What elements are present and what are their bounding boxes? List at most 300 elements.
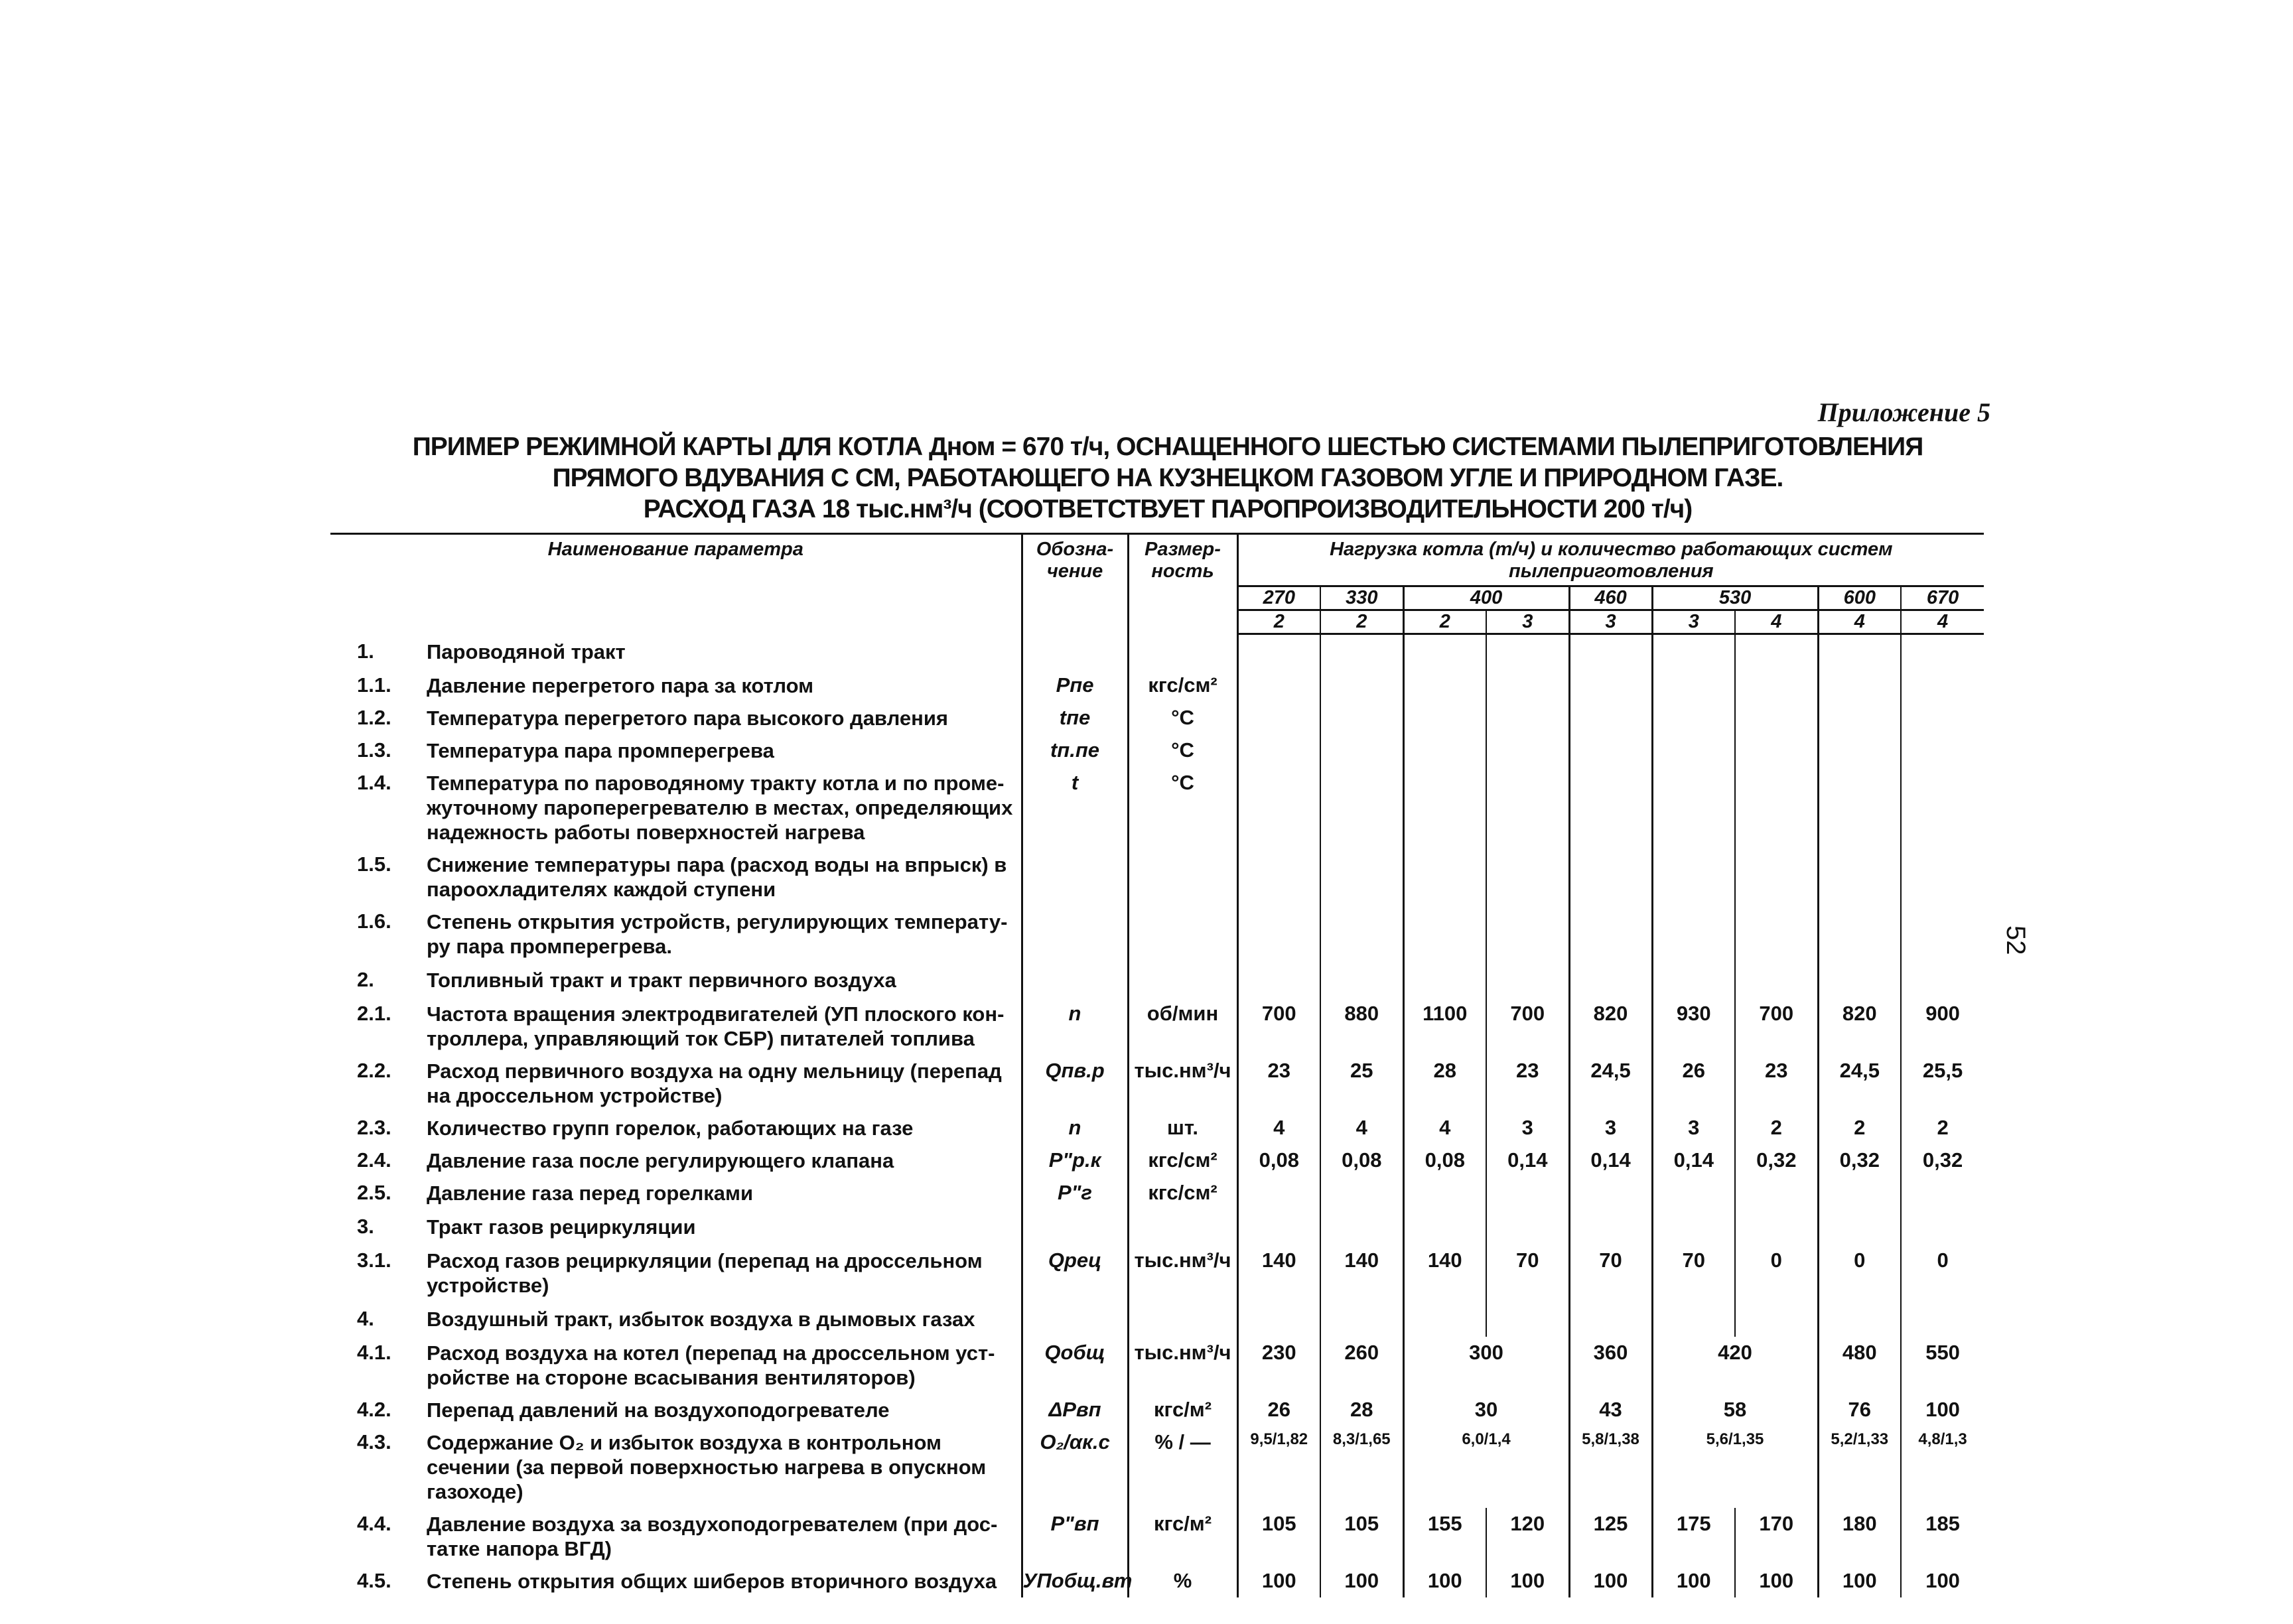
page-number: 52: [2001, 925, 2030, 955]
value-cell: [1652, 1302, 1735, 1337]
header-load: 600: [1818, 586, 1901, 610]
table-row: [330, 1426, 1984, 1508]
header-load: 460: [1569, 586, 1652, 610]
designation: n: [1022, 998, 1128, 1055]
value-cell: [1901, 963, 1984, 998]
section-row: [330, 1302, 1984, 1337]
value-cell: 0: [1818, 1245, 1901, 1302]
value-cell: [1735, 1177, 1818, 1209]
value-cell: 100: [1320, 1565, 1403, 1597]
value-cell: [1735, 702, 1818, 734]
value-cell: [1901, 767, 1984, 848]
value-cell: 0,14: [1486, 1144, 1569, 1177]
section-title: Тракт газов рециркуляции: [427, 1215, 696, 1239]
row-number: 1.1.: [357, 673, 391, 697]
value-cell: 6,0/1,4: [1403, 1426, 1569, 1508]
value-cell: [1901, 734, 1984, 767]
designation: P"г: [1022, 1177, 1128, 1209]
value-cell: 140: [1237, 1245, 1320, 1302]
value-cell: [1652, 1209, 1735, 1245]
designation: tпе: [1022, 702, 1128, 734]
value-cell: [1403, 848, 1486, 906]
designation: tп.пе: [1022, 734, 1128, 767]
value-cell: 0: [1901, 1245, 1984, 1302]
value-cell: [1569, 734, 1652, 767]
value-cell: [1403, 669, 1486, 702]
value-cell: 4,8/1,3: [1901, 1426, 1984, 1508]
value-cell: [1237, 848, 1320, 906]
parameter-name: Степень открытия устройств, регулирующих температу-ру пара промперегрева.: [427, 910, 1008, 958]
row-number: 2.5.: [357, 1180, 391, 1204]
designation: Pпе: [1022, 669, 1128, 702]
header-load: 670: [1901, 586, 1984, 610]
value-cell: [1569, 634, 1652, 669]
designation: Qобщ: [1022, 1337, 1128, 1394]
value-cell: [1569, 1209, 1652, 1245]
header-systems: 3: [1652, 610, 1735, 634]
value-cell: [1486, 702, 1569, 734]
parameter-name: Температура по пароводяному тракту котла и по проме-жуточному пароперегревателю в местах, определяющих надежность работы поверхностей нагрева: [427, 771, 1013, 844]
value-cell: [1320, 634, 1403, 669]
header-dimension: Размер- ность: [1128, 534, 1237, 634]
table-row: [330, 669, 1984, 702]
appendix-label: Приложение 5: [1817, 397, 1990, 427]
value-cell: 100: [1486, 1565, 1569, 1597]
value-cell: 260: [1320, 1337, 1403, 1394]
value-cell: 820: [1569, 998, 1652, 1055]
dimension: % / —: [1128, 1426, 1237, 1508]
value-cell: 9,5/1,82: [1237, 1426, 1320, 1508]
value-cell: 0,08: [1237, 1144, 1320, 1177]
value-cell: 105: [1237, 1508, 1320, 1565]
header-systems: 2: [1403, 610, 1486, 634]
value-cell: [1320, 767, 1403, 848]
value-cell: [1569, 702, 1652, 734]
value-cell: 175: [1652, 1508, 1735, 1565]
parameter-name: Частота вращения электродвигателей (УП плоского кон-троллера, управляющий ток СБР) питателей топлива: [427, 1002, 1005, 1050]
title-line: ПРИМЕР РЕЖИМНОЙ КАРТЫ ДЛЯ КОТЛА Дном = 670 т/ч, ОСНАЩЕННОГО ШЕСТЬЮ СИСТЕМАМИ ПЫЛЕПРИГОТОВЛЕНИЯ: [412, 433, 1923, 461]
value-cell: 5,8/1,38: [1569, 1426, 1652, 1508]
value-cell: 43: [1569, 1394, 1652, 1426]
header-systems: 2: [1237, 610, 1320, 634]
value-cell: 2: [1735, 1112, 1818, 1144]
value-cell: [1403, 734, 1486, 767]
value-cell: [1486, 669, 1569, 702]
section-title: Топливный тракт и тракт первичного воздуха: [427, 968, 896, 992]
row-number: 4.: [357, 1306, 374, 1330]
designation: [1022, 963, 1128, 998]
dimension: [1128, 1209, 1237, 1245]
row-number: 1.5.: [357, 852, 391, 876]
value-cell: [1735, 634, 1818, 669]
designation: [1022, 634, 1128, 669]
table-row: [330, 1112, 1984, 1144]
designation: O₂/αк.с: [1022, 1426, 1128, 1508]
section-row: [330, 963, 1984, 998]
parameter-name: Перепад давлений на воздухоподогревателе: [427, 1398, 890, 1422]
value-cell: [1735, 848, 1818, 906]
section-row: [330, 634, 1984, 669]
value-cell: 230: [1237, 1337, 1320, 1394]
value-cell: [1237, 906, 1320, 963]
row-number: 4.4.: [357, 1511, 391, 1535]
value-cell: [1652, 963, 1735, 998]
parameter-name: Давление воздуха за воздухоподогревателем (при дос-татке напора ВГД): [427, 1512, 998, 1560]
parameter-name: Расход газов рециркуляции (перепад на дроссельном устройстве): [427, 1249, 983, 1297]
value-cell: [1818, 1177, 1901, 1209]
value-cell: 100: [1901, 1565, 1984, 1597]
value-cell: [1486, 848, 1569, 906]
table-row: [330, 1144, 1984, 1177]
value-cell: [1569, 669, 1652, 702]
value-cell: [1237, 767, 1320, 848]
value-cell: [1237, 1209, 1320, 1245]
value-cell: 820: [1818, 998, 1901, 1055]
parameter-name: Давление перегретого пара за котлом: [427, 673, 814, 697]
value-cell: [1237, 963, 1320, 998]
value-cell: [1403, 1302, 1486, 1337]
dimension: [1128, 963, 1237, 998]
value-cell: 880: [1320, 998, 1403, 1055]
designation: [1022, 848, 1128, 906]
row-number: 1.2.: [357, 705, 391, 729]
table-body: [330, 634, 1984, 1597]
header-systems: 4: [1735, 610, 1818, 634]
value-cell: 100: [1569, 1565, 1652, 1597]
value-cell: [1818, 767, 1901, 848]
value-cell: 140: [1403, 1245, 1486, 1302]
parameter-name: Количество групп горелок, работающих на газе: [427, 1116, 914, 1140]
header-load: 530: [1652, 586, 1818, 610]
dimension: тыс.нм³/ч: [1128, 1245, 1237, 1302]
dimension: [1128, 1302, 1237, 1337]
header-systems: 3: [1569, 610, 1652, 634]
value-cell: 1100: [1403, 998, 1486, 1055]
dimension: шт.: [1128, 1112, 1237, 1144]
dimension: %: [1128, 1565, 1237, 1597]
dimension: тыс.нм³/ч: [1128, 1055, 1237, 1112]
value-cell: [1486, 1177, 1569, 1209]
row-number: 4.5.: [357, 1568, 391, 1592]
designation: [1022, 1209, 1128, 1245]
header-designation: Обозна- чение: [1022, 534, 1128, 634]
value-cell: 0,08: [1320, 1144, 1403, 1177]
value-cell: 700: [1486, 998, 1569, 1055]
value-cell: [1818, 963, 1901, 998]
value-cell: 23: [1486, 1055, 1569, 1112]
value-cell: 550: [1901, 1337, 1984, 1394]
dimension: [1128, 634, 1237, 669]
value-cell: [1818, 1302, 1901, 1337]
value-cell: [1735, 734, 1818, 767]
value-cell: [1237, 702, 1320, 734]
value-cell: [1320, 963, 1403, 998]
value-cell: [1320, 1209, 1403, 1245]
value-cell: [1320, 734, 1403, 767]
table-row: [330, 702, 1984, 734]
value-cell: [1320, 1302, 1403, 1337]
value-cell: 4: [1403, 1112, 1486, 1144]
table-row: [330, 1565, 1984, 1597]
value-cell: [1403, 963, 1486, 998]
value-cell: [1652, 906, 1735, 963]
value-cell: [1901, 1302, 1984, 1337]
designation: Qпв.р: [1022, 1055, 1128, 1112]
value-cell: 25: [1320, 1055, 1403, 1112]
value-cell: 5,6/1,35: [1652, 1426, 1818, 1508]
value-cell: 3: [1569, 1112, 1652, 1144]
value-cell: [1652, 1177, 1735, 1209]
table-row: [330, 767, 1984, 848]
value-cell: 2: [1901, 1112, 1984, 1144]
value-cell: [1320, 1177, 1403, 1209]
section-title: Воздушный тракт, избыток воздуха в дымовых газах: [427, 1307, 975, 1331]
value-cell: 100: [1901, 1394, 1984, 1426]
designation: [1022, 1302, 1128, 1337]
value-cell: [1403, 634, 1486, 669]
value-cell: 0,32: [1818, 1144, 1901, 1177]
row-number: 1.: [357, 639, 374, 663]
row-number: 1.6.: [357, 909, 391, 933]
value-cell: [1818, 734, 1901, 767]
value-cell: 28: [1403, 1055, 1486, 1112]
row-number: 2.3.: [357, 1115, 391, 1139]
value-cell: 76: [1818, 1394, 1901, 1426]
value-cell: [1818, 669, 1901, 702]
dimension: кгс/м²: [1128, 1394, 1237, 1426]
designation: t: [1022, 767, 1128, 848]
value-cell: [1237, 734, 1320, 767]
value-cell: [1901, 1209, 1984, 1245]
header-systems: 2: [1320, 610, 1403, 634]
value-cell: [1818, 1209, 1901, 1245]
value-cell: 180: [1818, 1508, 1901, 1565]
table-row: [330, 998, 1984, 1055]
table-row: [330, 1245, 1984, 1302]
value-cell: [1237, 634, 1320, 669]
value-cell: 0,14: [1569, 1144, 1652, 1177]
dimension: [1128, 848, 1237, 906]
designation: ΔPвп: [1022, 1394, 1128, 1426]
designation: Qрец: [1022, 1245, 1128, 1302]
dimension: об/мин: [1128, 998, 1237, 1055]
value-cell: [1403, 1177, 1486, 1209]
value-cell: [1735, 906, 1818, 963]
value-cell: 420: [1652, 1337, 1818, 1394]
value-cell: 26: [1652, 1055, 1735, 1112]
regime-map-table: [330, 533, 1984, 1597]
value-cell: [1735, 669, 1818, 702]
row-number: 2.1.: [357, 1001, 391, 1025]
row-number: 3.1.: [357, 1248, 391, 1272]
value-cell: 0,14: [1652, 1144, 1735, 1177]
value-cell: 100: [1818, 1565, 1901, 1597]
value-cell: [1486, 734, 1569, 767]
value-cell: [1901, 1177, 1984, 1209]
value-cell: 185: [1901, 1508, 1984, 1565]
value-cell: 105: [1320, 1508, 1403, 1565]
value-cell: 700: [1237, 998, 1320, 1055]
value-cell: 30: [1403, 1394, 1569, 1426]
value-cell: [1403, 702, 1486, 734]
value-cell: [1735, 1302, 1818, 1337]
value-cell: [1652, 702, 1735, 734]
parameter-name: Температура перегретого пара высокого давления: [427, 706, 948, 730]
header-load: 400: [1403, 586, 1569, 610]
value-cell: [1652, 669, 1735, 702]
value-cell: [1569, 848, 1652, 906]
value-cell: 25,5: [1901, 1055, 1984, 1112]
value-cell: [1818, 634, 1901, 669]
document-title: [332, 431, 2004, 525]
title-line: РАСХОД ГАЗА 18 тыс.нм³/ч (СООТВЕТСТВУЕТ ПАРОПРОИЗВОДИТЕЛЬНОСТИ 200 т/ч): [643, 495, 1693, 523]
value-cell: 155: [1403, 1508, 1486, 1565]
value-cell: 0,32: [1735, 1144, 1818, 1177]
value-cell: [1735, 963, 1818, 998]
value-cell: 100: [1403, 1565, 1486, 1597]
table-row: [330, 906, 1984, 963]
dimension: кгс/см²: [1128, 1177, 1237, 1209]
dimension: °C: [1128, 767, 1237, 848]
parameter-name: Снижение температуры пара (расход воды на впрыск) в пароохладителях каждой ступени: [427, 852, 1007, 901]
value-cell: [1486, 634, 1569, 669]
value-cell: 5,2/1,33: [1818, 1426, 1901, 1508]
row-number: 4.1.: [357, 1340, 391, 1364]
value-cell: [1652, 634, 1735, 669]
value-cell: [1569, 963, 1652, 998]
dimension: [1128, 906, 1237, 963]
value-cell: 930: [1652, 998, 1735, 1055]
section-title: Пароводяной тракт: [427, 640, 626, 663]
value-cell: [1237, 1177, 1320, 1209]
row-number: 4.2.: [357, 1397, 391, 1421]
value-cell: 8,3/1,65: [1320, 1426, 1403, 1508]
section-row: [330, 1209, 1984, 1245]
value-cell: 28: [1320, 1394, 1403, 1426]
value-cell: 900: [1901, 998, 1984, 1055]
parameter-name: Давление газа перед горелками: [427, 1181, 754, 1205]
designation: P"р.к: [1022, 1144, 1128, 1177]
value-cell: 2: [1818, 1112, 1901, 1144]
value-cell: [1735, 1209, 1818, 1245]
value-cell: 125: [1569, 1508, 1652, 1565]
table-row: [330, 1337, 1984, 1394]
parameter-name: Давление газа после регулирующего клапана: [427, 1148, 894, 1172]
value-cell: [1320, 848, 1403, 906]
value-cell: [1818, 848, 1901, 906]
parameter-name: Степень открытия общих шиберов вторичного воздуха: [427, 1569, 997, 1593]
parameter-name: Расход воздуха на котел (перепад на дроссельном уст-ройстве на стороне всасывания вентиляторов): [427, 1341, 995, 1389]
value-cell: 100: [1652, 1565, 1735, 1597]
table-row: [330, 1177, 1984, 1209]
value-cell: [1735, 767, 1818, 848]
value-cell: 120: [1486, 1508, 1569, 1565]
value-cell: [1818, 906, 1901, 963]
value-cell: 100: [1237, 1565, 1320, 1597]
title-line: ПРЯМОГО ВДУВАНИЯ С СМ, РАБОТАЮЩЕГО НА КУЗНЕЦКОМ ГАЗОВОМ УГЛЕ И ПРИРОДНОМ ГАЗЕ.: [552, 464, 1783, 492]
value-cell: 170: [1735, 1508, 1818, 1565]
table-row: [330, 1055, 1984, 1112]
value-cell: [1486, 767, 1569, 848]
table-row: [330, 734, 1984, 767]
value-cell: [1320, 702, 1403, 734]
value-cell: [1237, 1302, 1320, 1337]
row-number: 2.4.: [357, 1148, 391, 1172]
row-number: 4.3.: [357, 1430, 391, 1454]
value-cell: [1569, 1302, 1652, 1337]
designation: [1022, 906, 1128, 963]
value-cell: 300: [1403, 1337, 1569, 1394]
value-cell: [1652, 734, 1735, 767]
dimension: тыс.нм³/ч: [1128, 1337, 1237, 1394]
parameter-name: Содержание O₂ и избыток воздуха в контрольном сечении (за первой поверхностью нагрева в опускном газоходе): [427, 1430, 987, 1503]
dimension: °C: [1128, 734, 1237, 767]
dimension: °C: [1128, 702, 1237, 734]
row-number: 1.3.: [357, 738, 391, 762]
value-cell: 0,32: [1901, 1144, 1984, 1177]
header-load: 330: [1320, 586, 1403, 610]
value-cell: [1403, 906, 1486, 963]
value-cell: [1486, 1302, 1569, 1337]
value-cell: 0: [1735, 1245, 1818, 1302]
value-cell: [1652, 848, 1735, 906]
value-cell: 3: [1652, 1112, 1735, 1144]
value-cell: [1569, 1177, 1652, 1209]
table-row: [330, 1508, 1984, 1565]
value-cell: [1486, 1209, 1569, 1245]
value-cell: 140: [1320, 1245, 1403, 1302]
header-systems: 4: [1901, 610, 1984, 634]
header-systems: 4: [1818, 610, 1901, 634]
dimension: кгс/см²: [1128, 669, 1237, 702]
value-cell: 3: [1486, 1112, 1569, 1144]
value-cell: [1237, 669, 1320, 702]
value-cell: 70: [1569, 1245, 1652, 1302]
value-cell: [1403, 767, 1486, 848]
value-cell: [1901, 702, 1984, 734]
parameter-name: Расход первичного воздуха на одну мельницу (перепад на дроссельном устройстве): [427, 1059, 1002, 1107]
table-row: [330, 848, 1984, 906]
value-cell: 23: [1735, 1055, 1818, 1112]
designation: n: [1022, 1112, 1128, 1144]
value-cell: [1901, 634, 1984, 669]
value-cell: [1901, 669, 1984, 702]
row-number: 3.: [357, 1214, 374, 1238]
designation: P"вп: [1022, 1508, 1128, 1565]
value-cell: 4: [1320, 1112, 1403, 1144]
value-cell: 58: [1652, 1394, 1818, 1426]
row-number: 1.4.: [357, 770, 391, 794]
value-cell: 0,08: [1403, 1144, 1486, 1177]
header-load: 270: [1237, 586, 1320, 610]
header-param-name: Наименование параметра: [330, 534, 1022, 634]
header-systems: 3: [1486, 610, 1569, 634]
value-cell: 4: [1237, 1112, 1320, 1144]
value-cell: 700: [1735, 998, 1818, 1055]
value-cell: [1652, 767, 1735, 848]
value-cell: 26: [1237, 1394, 1320, 1426]
value-cell: [1569, 906, 1652, 963]
value-cell: 24,5: [1818, 1055, 1901, 1112]
value-cell: 70: [1652, 1245, 1735, 1302]
row-number: 2.: [357, 967, 374, 991]
value-cell: [1486, 906, 1569, 963]
value-cell: [1569, 767, 1652, 848]
value-cell: [1818, 702, 1901, 734]
designation: УПобщ.вт: [1022, 1565, 1128, 1597]
value-cell: 100: [1735, 1565, 1818, 1597]
table-row: [330, 1394, 1984, 1426]
